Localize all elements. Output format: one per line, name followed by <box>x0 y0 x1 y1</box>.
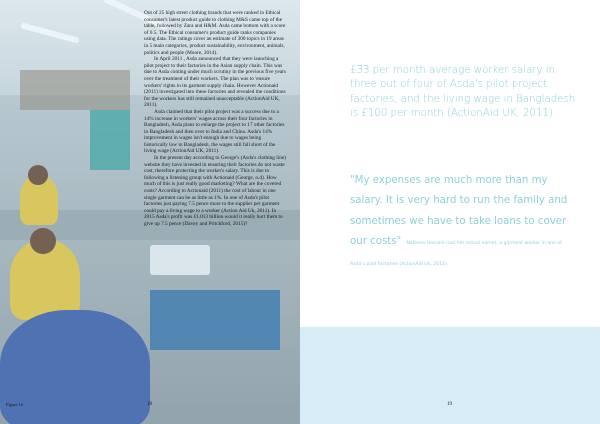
pull-quote: £33 per month average worker salary in three out of four of Asda's pilot project factories, and the living wage in Bangladesh is £100 per month (ActionAid UK, 2011). <box>350 65 576 120</box>
page-number-right: 19 <box>447 402 452 407</box>
quote-attribution: Nafeesa Hossain (not her actual name), a garment worker in one of Asda's pilot factories (ActionAid Uk, 2011). <box>350 241 562 267</box>
paragraph: Out of 25 high street clothing brands that were ranked in Ethical consumer's latest product guide to clothing M&S came top of the table, followed by Zara and H&M. Asda came bottom with a score of 0.5. The Ethical consumer's product guide ranks companies using data. The ratings cover an estimate of 300 topics in 19 areas in 5 main categories, product sustainability, environment, animals, politics and people (Moore, 2014). <box>144 10 286 56</box>
article-body <box>144 10 286 228</box>
quote-text: "My expenses are much more than my salary. It is very hard to run the family and sometimes we have to take loans to cover our costs" <box>350 175 568 248</box>
page-number-left: 18 <box>147 402 152 407</box>
paragraph: In April 2011 , Asda announced that they were launching a pilot project to their factories in the Asian supply chain. This was due to Asda coming under much scrutiny in the previous five years over the treatment of their workers. The plan was to 'ensure workers' rights in its garment supply chain. However Actionaid (2011) investigated into these factories and revealed the conditions for the workers has still remained unacceptable (ActionAid UK, 2011). <box>144 56 286 109</box>
blue-band <box>300 327 600 424</box>
figure-label: Figure 16 <box>6 402 23 407</box>
paragraph: Asda claimed that their pilot project was a success due to a 14% increase in workers' wages across their four factories in Bangladesh, Asda plans to enlarge the project to 17 other factories in Bangladesh and then over to India and China. Asda's 14% improvement in wages isn't enough due to wages being historically low in Bangladesh, the wages still fall short of the living wage (ActionAid UK, 2011). <box>144 108 285 155</box>
worker-quote <box>350 168 576 269</box>
paragraph: In the present day according to George's (Asda's clothing line) website they have invested in ensuring their factories do not waste cost, therefore protecting the worker's salary. This is due to following a listening group with Actionaid (George, n.d). How much of this is just really good marketing? What are the covered costs? According to Actionaid (2011) the cost of labour in one single garment can be as little as 1%. In one of Asda's pilot factories just paying 7.5 pence more to the supplier per garment could pay a living wage to a worker (Action Aid Uk, 2011). In 2015 Asda's profit was £1.013 billion would it really hurt them to give up 7.5 pence (Davey and Pritchford, 2015)? <box>144 155 286 227</box>
